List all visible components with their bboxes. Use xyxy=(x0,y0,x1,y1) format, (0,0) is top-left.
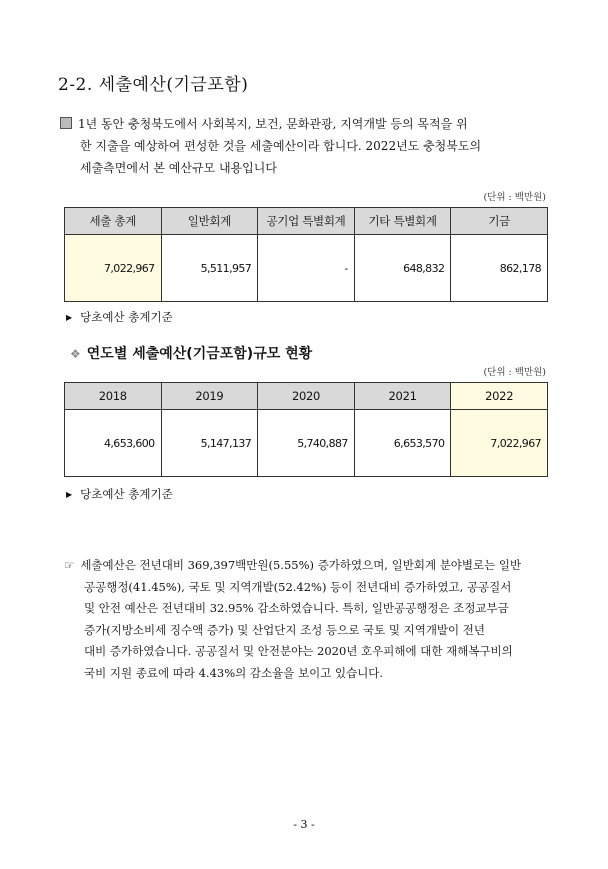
table-header: 일반회계 xyxy=(161,208,258,235)
table-row xyxy=(65,235,548,302)
intro-paragraph xyxy=(60,113,560,179)
section-title: 2-2. 세출예산(기금포함) xyxy=(58,75,249,95)
intro-line-1: 1년 동안 충청북도에서 사회복지, 보건, 문화관광, 지역개발 등의 목적을 위 xyxy=(78,117,468,131)
intro-line-3: 세출측면에서 본 예산규모 내용입니다 xyxy=(80,161,277,175)
table-cell: - xyxy=(258,235,355,302)
analysis-line-1: 세출예산은 전년대비 369,397백만원(5.55%) 증가하였으며, 일반회계 분야별로는 일반 xyxy=(80,558,522,572)
yearly-budget-table xyxy=(64,382,548,477)
pointing-hand-icon: ☞ xyxy=(64,558,75,572)
table-cell: 4,653,600 xyxy=(65,410,162,477)
square-bullet-icon xyxy=(60,117,72,129)
budget-table xyxy=(64,207,548,302)
table-note-2 xyxy=(66,486,173,502)
table-header: 공기업 특별회계 xyxy=(258,208,355,235)
analysis-line-5: 대비 증가하였습니다. 공공질서 및 안전분야는 2020년 호우피해에 대한 재해복구비의 xyxy=(84,644,513,658)
table-header: 기타 특별회계 xyxy=(354,208,451,235)
page-number: - 3 - xyxy=(293,818,315,831)
table-cell: 7,022,967 xyxy=(451,410,548,477)
table-header: 세출 총계 xyxy=(65,208,162,235)
table-header: 2022 xyxy=(451,383,548,410)
table-cell: 5,740,887 xyxy=(258,410,355,477)
table-header: 2021 xyxy=(354,383,451,410)
table-note-1 xyxy=(66,309,173,325)
analysis-line-6: 국비 지원 종료에 따라 4.43%의 감소율을 보이고 있습니다. xyxy=(84,665,384,680)
table-cell: 648,832 xyxy=(354,235,451,302)
table-header: 2018 xyxy=(65,383,162,410)
unit-label-2: (단위 : 백만원) xyxy=(483,367,546,378)
table-header: 2019 xyxy=(161,383,258,410)
table-row xyxy=(65,410,548,477)
table-cell: 6,653,570 xyxy=(354,410,451,477)
table-cell: 5,147,137 xyxy=(161,410,258,477)
sub-title xyxy=(70,343,312,363)
table-cell: 862,178 xyxy=(451,235,548,302)
analysis-line-3: 및 안전 예산은 전년대비 32.95% 감소하였습니다. 특히, 일반공공행정은 조정교부금 xyxy=(84,601,509,615)
note-text: 당초예산 총계기준 xyxy=(80,310,173,324)
table-header: 2020 xyxy=(258,383,355,410)
note-text: 당초예산 총계기준 xyxy=(80,487,173,501)
unit-label-1: (단위 : 백만원) xyxy=(483,192,546,203)
table-cell: 7,022,967 xyxy=(65,235,162,302)
triangle-bullet-icon: ▶ xyxy=(66,490,73,499)
diamond-bullet-icon: ❖ xyxy=(70,347,81,361)
table-header: 기금 xyxy=(451,208,548,235)
table-cell: 5,511,957 xyxy=(161,235,258,302)
sub-title-text: 연도별 세출예산(기금포함)규모 현황 xyxy=(86,346,313,362)
table-header-row xyxy=(65,383,548,410)
table-header-row xyxy=(65,208,548,235)
analysis-line-4: 증가(지방소비세 징수액 증가) 및 산업단지 조성 등으로 국토 및 지역개발이 전년 xyxy=(84,622,486,637)
analysis-paragraph xyxy=(64,555,550,684)
analysis-line-2: 공공행정(41.45%), 국토 및 지역개발(52.42%) 등이 전년대비 증가하였고, 공공질서 xyxy=(84,579,512,594)
intro-line-2: 한 지출을 예상하여 편성한 것을 세출예산이라 합니다. 2022년도 충청북도의 xyxy=(80,139,482,153)
triangle-bullet-icon: ▶ xyxy=(66,313,73,322)
